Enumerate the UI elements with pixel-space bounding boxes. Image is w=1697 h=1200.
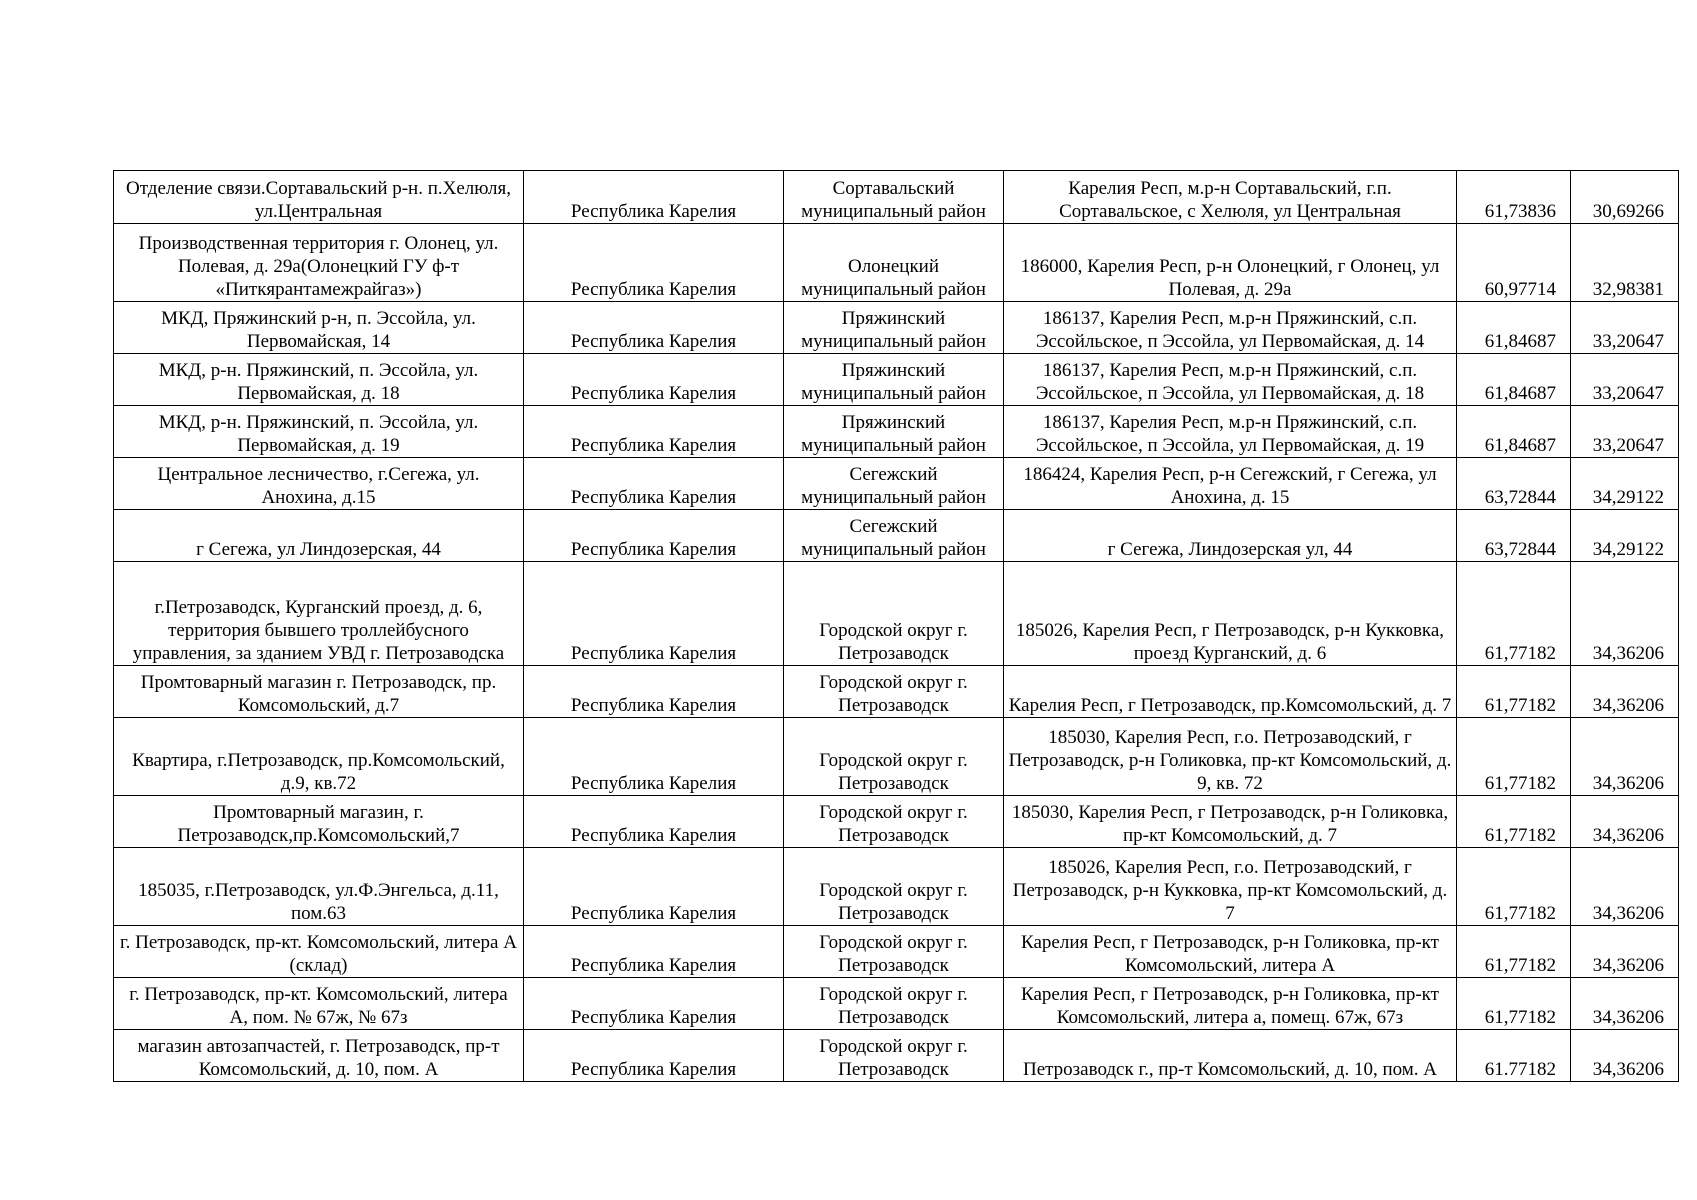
longitude-cell: 34,36206 <box>1571 978 1679 1030</box>
district-cell: Городской округ г. Петрозаводск <box>784 978 1004 1030</box>
table-row <box>114 666 1679 718</box>
address-cell: 185030, Карелия Респ, г.о. Петрозаводский, г Петрозаводск, р-н Голиковка, пр-кт Комсомольский, д. 9, кв. 72 <box>1004 718 1457 796</box>
region-cell: Республика Карелия <box>524 666 784 718</box>
district-cell: Городской округ г. Петрозаводск <box>784 926 1004 978</box>
table-row <box>114 171 1679 224</box>
longitude-cell: 34,36206 <box>1571 718 1679 796</box>
latitude-cell: 61,77182 <box>1457 562 1571 666</box>
latitude-cell: 61,77182 <box>1457 978 1571 1030</box>
latitude-cell: 61,77182 <box>1457 926 1571 978</box>
district-cell: Городской округ г. Петрозаводск <box>784 848 1004 926</box>
longitude-cell: 34,29122 <box>1571 510 1679 562</box>
latitude-cell: 60,97714 <box>1457 224 1571 302</box>
longitude-cell: 32,98381 <box>1571 224 1679 302</box>
district-cell: Городской округ г. Петрозаводск <box>784 562 1004 666</box>
district-cell: Пряжинский муниципальный район <box>784 354 1004 406</box>
table-row <box>114 718 1679 796</box>
longitude-cell: 33,20647 <box>1571 354 1679 406</box>
address-cell: г Сегежа, Линдозерская ул, 44 <box>1004 510 1457 562</box>
district-cell: Пряжинский муниципальный район <box>784 302 1004 354</box>
longitude-cell: 33,20647 <box>1571 406 1679 458</box>
district-cell: Сегежский муниципальный район <box>784 510 1004 562</box>
object-name-cell: г. Петрозаводск, пр-кт. Комсомольский, литера А, пом. № 67ж, № 67з <box>114 978 524 1030</box>
object-name-cell: МКД, Пряжинский р-н, п. Эссойла, ул. Первомайская, 14 <box>114 302 524 354</box>
region-cell: Республика Карелия <box>524 406 784 458</box>
address-cell: Карелия Респ, г Петрозаводск, пр.Комсомольский, д. 7 <box>1004 666 1457 718</box>
longitude-cell: 34,29122 <box>1571 458 1679 510</box>
longitude-cell: 34,36206 <box>1571 796 1679 848</box>
latitude-cell: 61,77182 <box>1457 718 1571 796</box>
table-row <box>114 406 1679 458</box>
object-name-cell: г Сегежа, ул Линдозерская, 44 <box>114 510 524 562</box>
address-cell: 186000, Карелия Респ, р-н Олонецкий, г Олонец, ул Полевая, д. 29а <box>1004 224 1457 302</box>
district-cell: Пряжинский муниципальный район <box>784 406 1004 458</box>
region-cell: Республика Карелия <box>524 458 784 510</box>
district-cell: Сегежский муниципальный район <box>784 458 1004 510</box>
table-row <box>114 796 1679 848</box>
district-cell: Городской округ г. Петрозаводск <box>784 1030 1004 1082</box>
address-cell: Карелия Респ, г Петрозаводск, р-н Голиковка, пр-кт Комсомольский, литера А <box>1004 926 1457 978</box>
table-row <box>114 510 1679 562</box>
latitude-cell: 63,72844 <box>1457 458 1571 510</box>
longitude-cell: 34,36206 <box>1571 848 1679 926</box>
longitude-cell: 34,36206 <box>1571 562 1679 666</box>
object-name-cell: Квартира, г.Петрозаводск, пр.Комсомольский, д.9, кв.72 <box>114 718 524 796</box>
object-name-cell: г.Петрозаводск, Курганский проезд, д. 6, территория бывшего троллейбусного управления, за зданием УВД г. Петрозаводска <box>114 562 524 666</box>
latitude-cell: 61,84687 <box>1457 354 1571 406</box>
object-name-cell: МКД, р-н. Пряжинский, п. Эссойла, ул. Первомайская, д. 18 <box>114 354 524 406</box>
latitude-cell: 63,72844 <box>1457 510 1571 562</box>
object-name-cell: Производственная территория г. Олонец, ул. Полевая, д. 29а(Олонецкий ГУ ф-т «Питкярантамежрайгаз») <box>114 224 524 302</box>
object-name-cell: г. Петрозаводск, пр-кт. Комсомольский, литера А (склад) <box>114 926 524 978</box>
latitude-cell: 61,84687 <box>1457 406 1571 458</box>
object-name-cell: Промтоварный магазин, г. Петрозаводск,пр.Комсомольский,7 <box>114 796 524 848</box>
address-cell: 185026, Карелия Респ, г.о. Петрозаводский, г Петрозаводск, р-н Кукковка, пр-кт Комсомольский, д. 7 <box>1004 848 1457 926</box>
district-cell: Городской округ г. Петрозаводск <box>784 666 1004 718</box>
latitude-cell: 61.77182 <box>1457 1030 1571 1082</box>
table-row <box>114 302 1679 354</box>
latitude-cell: 61,73836 <box>1457 171 1571 224</box>
object-name-cell: Промтоварный магазин г. Петрозаводск, пр. Комсомольский, д.7 <box>114 666 524 718</box>
longitude-cell: 34,36206 <box>1571 926 1679 978</box>
longitude-cell: 34,36206 <box>1571 1030 1679 1082</box>
district-cell: Городской округ г. Петрозаводск <box>784 718 1004 796</box>
region-cell: Республика Карелия <box>524 718 784 796</box>
table-body <box>114 171 1679 1082</box>
district-cell: Сортавальский муниципальный район <box>784 171 1004 224</box>
longitude-cell: 33,20647 <box>1571 302 1679 354</box>
object-name-cell: Отделение связи.Сортавальский р-н. п.Хелюля, ул.Центральная <box>114 171 524 224</box>
region-cell: Республика Карелия <box>524 354 784 406</box>
region-cell: Республика Карелия <box>524 796 784 848</box>
address-cell: Петрозаводск г., пр-т Комсомольский, д. 10, пом. А <box>1004 1030 1457 1082</box>
latitude-cell: 61,77182 <box>1457 796 1571 848</box>
latitude-cell: 61,77182 <box>1457 848 1571 926</box>
address-cell: 186137, Карелия Респ, м.р-н Пряжинский, с.п. Эссойльское, п Эссойла, ул Первомайская, д. 19 <box>1004 406 1457 458</box>
region-cell: Республика Карелия <box>524 848 784 926</box>
latitude-cell: 61,77182 <box>1457 666 1571 718</box>
address-cell: 185030, Карелия Респ, г Петрозаводск, р-н Голиковка, пр-кт Комсомольский, д. 7 <box>1004 796 1457 848</box>
object-name-cell: Центральное лесничество, г.Сегежа, ул. Анохина, д.15 <box>114 458 524 510</box>
region-cell: Республика Карелия <box>524 224 784 302</box>
address-cell: 186137, Карелия Респ, м.р-н Пряжинский, с.п. Эссойльское, п Эссойла, ул Первомайская, д. 18 <box>1004 354 1457 406</box>
address-cell: Карелия Респ, г Петрозаводск, р-н Голиковка, пр-кт Комсомольский, литера а, помещ. 67ж, 67з <box>1004 978 1457 1030</box>
table-row <box>114 1030 1679 1082</box>
district-cell: Городской округ г. Петрозаводск <box>784 796 1004 848</box>
address-cell: 186424, Карелия Респ, р-н Сегежский, г Сегежа, ул Анохина, д. 15 <box>1004 458 1457 510</box>
table-row <box>114 848 1679 926</box>
latitude-cell: 61,84687 <box>1457 302 1571 354</box>
object-name-cell: МКД, р-н. Пряжинский, п. Эссойла, ул. Первомайская, д. 19 <box>114 406 524 458</box>
region-cell: Республика Карелия <box>524 926 784 978</box>
table-row <box>114 458 1679 510</box>
table-row <box>114 562 1679 666</box>
table-row <box>114 926 1679 978</box>
region-cell: Республика Карелия <box>524 1030 784 1082</box>
address-cell: 185026, Карелия Респ, г Петрозаводск, р-н Кукковка, проезд Курганский, д. 6 <box>1004 562 1457 666</box>
object-name-cell: магазин автозапчастей, г. Петрозаводск, пр-т Комсомольский, д. 10, пом. А <box>114 1030 524 1082</box>
longitude-cell: 34,36206 <box>1571 666 1679 718</box>
region-cell: Республика Карелия <box>524 978 784 1030</box>
table-row <box>114 224 1679 302</box>
object-name-cell: 185035, г.Петрозаводск, ул.Ф.Энгельса, д.11, пом.63 <box>114 848 524 926</box>
region-cell: Республика Карелия <box>524 562 784 666</box>
region-cell: Республика Карелия <box>524 302 784 354</box>
region-cell: Республика Карелия <box>524 171 784 224</box>
longitude-cell: 30,69266 <box>1571 171 1679 224</box>
district-cell: Олонецкий муниципальный район <box>784 224 1004 302</box>
table-row <box>114 354 1679 406</box>
address-table <box>113 170 1679 1082</box>
address-cell: 186137, Карелия Респ, м.р-н Пряжинский, с.п. Эссойльское, п Эссойла, ул Первомайская, д. 14 <box>1004 302 1457 354</box>
table-row <box>114 978 1679 1030</box>
address-cell: Карелия Респ, м.р-н Сортавальский, г.п. Сортавальское, с Хелюля, ул Центральная <box>1004 171 1457 224</box>
region-cell: Республика Карелия <box>524 510 784 562</box>
